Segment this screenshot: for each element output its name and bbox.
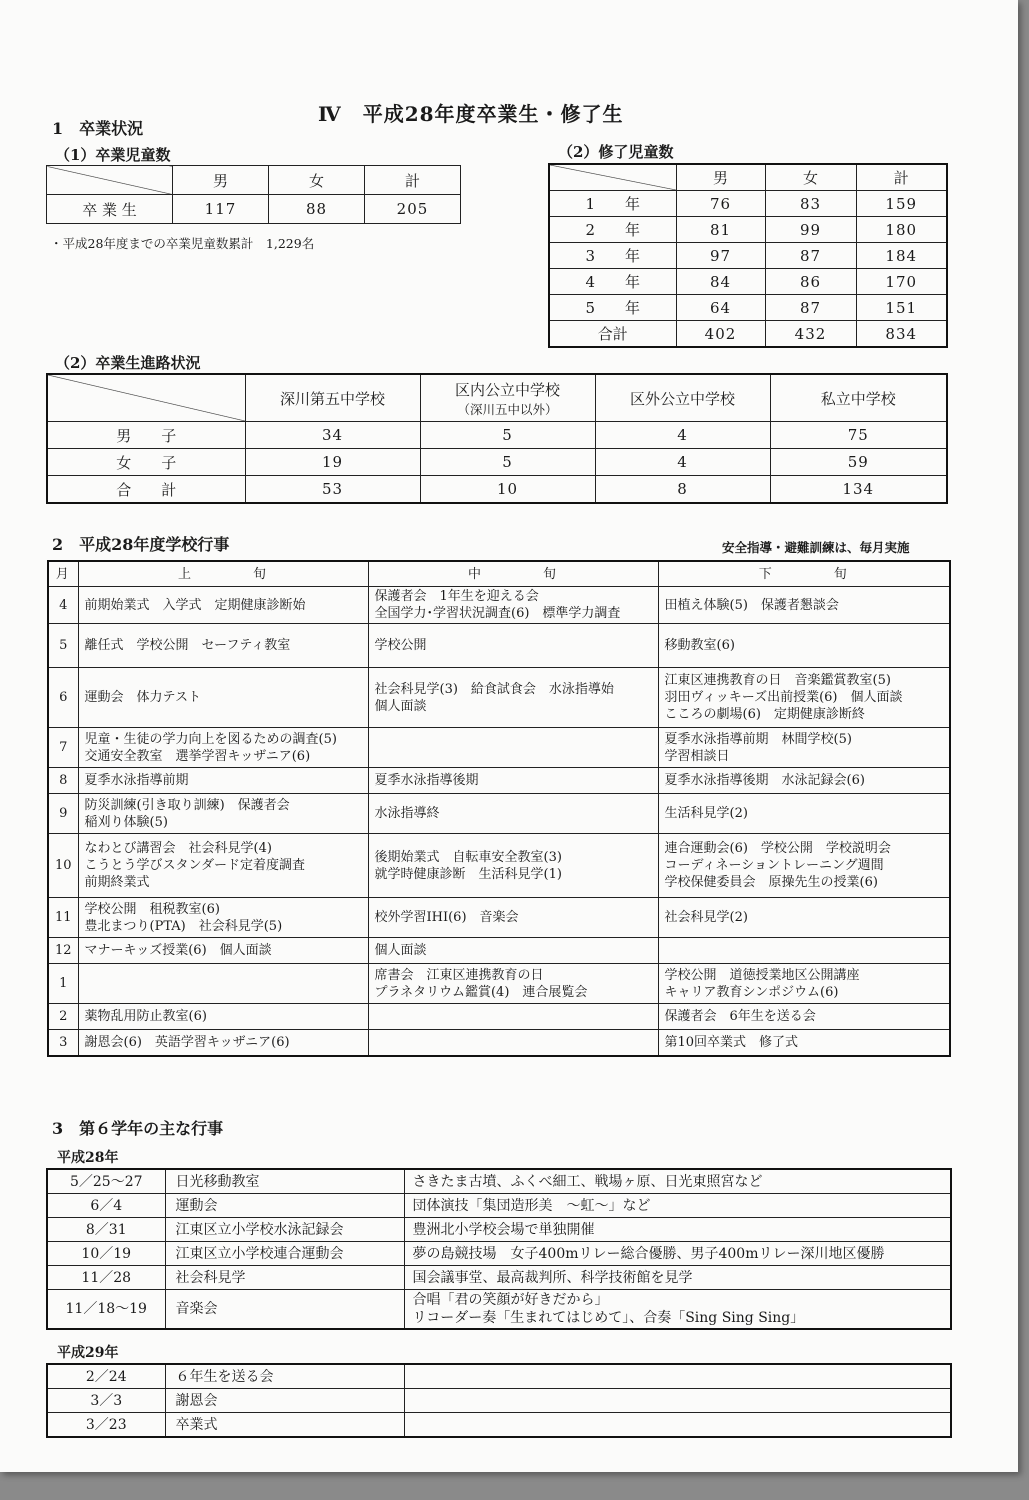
- event-date: 11／28: [47, 1266, 165, 1290]
- early-cell-line: 謝恩会(6) 英語学習キッザニア(6): [84, 1034, 290, 1050]
- early-cell-line: こうとう学びスタンダード定着度調査: [84, 858, 305, 873]
- month-cell: 12: [48, 938, 78, 964]
- table-row: [48, 938, 950, 964]
- month-cell: 10: [48, 834, 78, 898]
- table-row: [549, 164, 947, 191]
- mid-cell-line: 個人面談: [374, 698, 427, 714]
- cell-male: 97: [676, 243, 765, 269]
- event-date: 10／19: [47, 1242, 165, 1266]
- table-row: [549, 269, 947, 295]
- mid-cell-line: 保護者会 1年生を迎える会: [374, 589, 539, 604]
- table-row: [47, 1194, 951, 1218]
- cell-female: 83: [765, 191, 856, 217]
- table-row: [48, 964, 950, 1004]
- late-cell-line: キャリア教育シンポジウム(6): [664, 984, 839, 1000]
- table-cell: 75: [770, 422, 947, 449]
- table-row: [47, 1218, 951, 1242]
- graduates-heading: （1）卒業児童数: [55, 146, 171, 164]
- late-cell-line: コーディネーショントレーニング週間: [664, 858, 884, 873]
- late-cell-line: 生活科見学(2): [664, 806, 748, 821]
- late-cell-line: 移動教室(6): [664, 638, 735, 653]
- early-cell: [78, 624, 368, 668]
- header-ward-public: [420, 374, 595, 422]
- section-1-heading: 1 卒業状況: [52, 119, 144, 138]
- mid-cell: [368, 938, 658, 964]
- table-row: [47, 1364, 951, 1389]
- early-cell-line: 稲刈り体験(5): [84, 814, 168, 830]
- mid-cell: [368, 1004, 658, 1030]
- table-row: [48, 794, 950, 834]
- late-cell: [658, 728, 950, 768]
- late-cell-line: 学校公開 道徳授業地区公開講座: [664, 967, 860, 983]
- event-name: 音楽会: [165, 1290, 404, 1330]
- career-heading: （2）卒業生進路状況: [55, 354, 201, 372]
- mid-cell-line: 席書会 江東区連携教育の日: [374, 967, 544, 983]
- cell-female: 87: [765, 295, 856, 321]
- table-cell: 10: [420, 476, 595, 504]
- late-cell-line: 江東区連携教育の日 音楽鑑賞教室(5): [664, 673, 891, 688]
- late-cell-line: 羽田ヴィッキーズ出前授業(6) 個人面談: [664, 690, 903, 705]
- event-detail: [404, 1266, 951, 1290]
- table-row: [47, 1290, 951, 1330]
- mid-cell-line: 社会科見学(3) 給食試食会 水泳指導始: [374, 681, 614, 697]
- late-cell: [658, 624, 950, 668]
- early-cell: [78, 964, 368, 1004]
- event-name: 卒業式: [165, 1413, 404, 1438]
- cell-female: 86: [765, 269, 856, 295]
- mid-cell: [368, 728, 658, 768]
- early-cell: [78, 834, 368, 898]
- table-row: [48, 624, 950, 668]
- section-2-heading: 2 平成28年度学校行事: [52, 535, 230, 554]
- event-name: 運動会: [165, 1194, 404, 1218]
- early-cell-line: 交通安全教室 選挙学習キッザニア(6): [84, 748, 311, 764]
- row-label: 男 子: [47, 422, 245, 449]
- late-cell-line: 保護者会 6年生を送る会: [664, 1009, 816, 1024]
- row-label: 合 計: [47, 476, 245, 504]
- event-detail-line: 団体演技「集団造形美 ～虹～」など: [412, 1197, 651, 1214]
- event-name: 社会科見学: [165, 1266, 404, 1290]
- table-row: [47, 166, 461, 195]
- table-row: [549, 217, 947, 243]
- header-fukagawa5: 深川第五中学校: [245, 374, 420, 422]
- graduates-female: 88: [269, 195, 365, 224]
- table-row: [47, 1169, 951, 1194]
- cell-total: 151: [856, 295, 947, 321]
- table-row: [549, 321, 947, 348]
- table-row: [47, 449, 947, 476]
- event-date: 2／24: [47, 1364, 165, 1389]
- event-detail-line: 合唱「君の笑顔が好きだから」: [412, 1292, 609, 1308]
- table-row: [47, 422, 947, 449]
- mid-cell: [368, 768, 658, 794]
- mid-cell: [368, 587, 658, 624]
- events-table: [47, 560, 951, 1057]
- mid-cell-line: 就学時健康診断 生活科見学(1): [374, 866, 562, 882]
- table-cell: 5: [420, 422, 595, 449]
- event-detail: [404, 1290, 951, 1330]
- late-cell: [658, 1004, 950, 1030]
- event-name: ６年生を送る会: [165, 1364, 404, 1389]
- mid-cell: [368, 834, 658, 898]
- table-row: [47, 476, 947, 504]
- table-row: [47, 1413, 951, 1438]
- cell-male: 402: [676, 321, 765, 348]
- early-cell-line: なわとび講習会 社会科見学(4): [84, 841, 272, 856]
- event-detail: [404, 1169, 951, 1194]
- row-label: 3 年: [549, 243, 676, 269]
- section-3-heading: 3 第６学年の主な行事: [52, 1119, 224, 1138]
- table-row: [48, 587, 950, 624]
- table-cell: 4: [595, 422, 770, 449]
- row-label: 4 年: [549, 269, 676, 295]
- event-detail: [404, 1194, 951, 1218]
- early-cell-line: マナーキッズ授業(6) 個人面談: [84, 943, 272, 958]
- graduates-table: [46, 165, 461, 224]
- table-row: [549, 295, 947, 321]
- mid-cell: [368, 624, 658, 668]
- early-cell-line: 夏季水泳指導前期: [84, 773, 189, 788]
- cell-total: 180: [856, 217, 947, 243]
- early-cell-line: 児童・生徒の学力向上を図るための調査(5): [84, 731, 337, 747]
- month-cell: 11: [48, 898, 78, 938]
- table-cell: 53: [245, 476, 420, 504]
- early-cell: [78, 938, 368, 964]
- cell-female: 432: [765, 321, 856, 348]
- early-cell-line: 学校公開 租税教室(6): [84, 901, 220, 917]
- table-cell: 8: [595, 476, 770, 504]
- late-cell-line: こころの劇場(6) 定期健康診断終: [664, 707, 865, 722]
- event-detail: [404, 1364, 951, 1389]
- late-cell-line: 学校保健委員会 原操先生の授業(6): [664, 875, 878, 890]
- table-row: [48, 668, 950, 728]
- early-cell-line: 運動会 体力テスト: [84, 690, 201, 705]
- table-row: [549, 243, 947, 269]
- table-row: [48, 728, 950, 768]
- late-cell: [658, 938, 950, 964]
- table-cell: 19: [245, 449, 420, 476]
- event-detail: [404, 1413, 951, 1438]
- table-row: [47, 1266, 951, 1290]
- header-mid: 中 旬: [368, 561, 658, 587]
- table-cell: 134: [770, 476, 947, 504]
- early-cell-line: 前期始業式 入学式 定期健康診断始: [84, 597, 306, 613]
- cell-male: 84: [676, 269, 765, 295]
- table-row: [47, 1242, 951, 1266]
- row-label: 合計: [549, 321, 676, 348]
- cell-male: 64: [676, 295, 765, 321]
- late-cell: [658, 1030, 950, 1056]
- header-private: 私立中学校: [770, 374, 947, 422]
- event-detail: [404, 1389, 951, 1413]
- early-cell-line: 薬物乱用防止教室(6): [84, 1009, 207, 1024]
- table-row: [48, 561, 950, 587]
- header-total: 計: [365, 166, 461, 195]
- early-cell: [78, 587, 368, 624]
- table-cell: 5: [420, 449, 595, 476]
- month-cell: 1: [48, 964, 78, 1004]
- mid-cell-line: 後期始業式 自転車安全教室(3): [374, 849, 562, 865]
- early-cell: [78, 728, 368, 768]
- event-date: 3／3: [47, 1389, 165, 1413]
- completion-table: [548, 163, 948, 348]
- table-row: [47, 1389, 951, 1413]
- late-cell-line: 連合運動会(6) 学校公開 学校説明会: [664, 841, 891, 856]
- early-cell-line: 豊北まつり(PTA) 社会科見学(5): [84, 918, 283, 934]
- header-female: 女: [269, 166, 365, 195]
- header-early: 上 旬: [78, 561, 368, 587]
- completion-heading: （2）修了児童数: [558, 143, 674, 161]
- event-detail-line: リコーダー奏「生まれてはじめて」、合奏「Sing Sing Sing」: [412, 1310, 805, 1326]
- cell-total: 159: [856, 191, 947, 217]
- diagonal-header-cell: [47, 374, 245, 422]
- late-cell-line: 学習相談日: [664, 748, 730, 764]
- late-cell-line: 田植え体験(5) 保護者懇談会: [664, 597, 839, 613]
- event-name: 謝恩会: [165, 1389, 404, 1413]
- late-cell-line: 社会科見学(2): [664, 910, 748, 925]
- table-row: [48, 834, 950, 898]
- event-date: 6／4: [47, 1194, 165, 1218]
- late-cell-line: 第10回卒業式 修了式: [664, 1034, 799, 1050]
- event-name: 江東区立小学校連合運動会: [165, 1242, 404, 1266]
- event-detail: [404, 1242, 951, 1266]
- mid-cell: [368, 794, 658, 834]
- event-detail-line: 豊洲北小学校会場で単独開催: [412, 1221, 595, 1238]
- late-cell: [658, 964, 950, 1004]
- header-outside-public: 区外公立中学校: [595, 374, 770, 422]
- month-cell: 4: [48, 587, 78, 624]
- mid-cell-line: プラネタリウム鑑賞(4) 連合展覧会: [374, 984, 588, 1000]
- cell-female: 87: [765, 243, 856, 269]
- late-cell: [658, 768, 950, 794]
- early-cell: [78, 898, 368, 938]
- month-cell: 7: [48, 728, 78, 768]
- event-date: 3／23: [47, 1413, 165, 1438]
- late-cell: [658, 587, 950, 624]
- mid-cell: [368, 964, 658, 1004]
- mid-cell: [368, 1030, 658, 1056]
- event-date: 8／31: [47, 1218, 165, 1242]
- graduates-male: 117: [173, 195, 269, 224]
- event-name: 日光移動教室: [165, 1169, 404, 1194]
- event-name: 江東区立小学校水泳記録会: [165, 1218, 404, 1242]
- month-cell: 3: [48, 1030, 78, 1056]
- event-date: 11／18～19: [47, 1290, 165, 1330]
- table-row: [48, 768, 950, 794]
- table-cell: 4: [595, 449, 770, 476]
- event-detail-line: 国会議事堂、最高裁判所、科学技術館を見学: [412, 1269, 693, 1286]
- month-cell: 8: [48, 768, 78, 794]
- cell-male: 76: [676, 191, 765, 217]
- mid-cell-line: 校外学習IHI(6) 音楽会: [374, 910, 519, 925]
- year-label: 平成28年: [57, 1150, 119, 1166]
- header-female: 女: [765, 164, 856, 191]
- grade6-events-table: [46, 1363, 952, 1438]
- month-cell: 2: [48, 1004, 78, 1030]
- month-cell: 9: [48, 794, 78, 834]
- mid-cell-line: 夏季水泳指導後期: [374, 773, 479, 788]
- early-cell: [78, 668, 368, 728]
- row-label: 卒 業 生: [47, 195, 173, 224]
- table-row: [48, 898, 950, 938]
- event-detail-line: 夢の島競技場 女子400mリレー総合優勝、男子400mリレー深川地区優勝: [412, 1245, 885, 1262]
- header-ward-public-sub: （深川五中以外）: [457, 401, 558, 417]
- safety-note: 安全指導・避難訓練は、毎月実施: [722, 540, 910, 555]
- mid-cell-line: 個人面談: [374, 943, 427, 958]
- early-cell-line: 前期終業式: [84, 875, 150, 890]
- month-cell: 6: [48, 668, 78, 728]
- graduates-total: 205: [365, 195, 461, 224]
- early-cell-line: 防災訓練(引き取り訓練) 保護者会: [84, 797, 290, 813]
- mid-cell-line: 水泳指導終: [374, 806, 440, 821]
- career-table: [46, 373, 948, 504]
- mid-cell: [368, 668, 658, 728]
- early-cell: [78, 1030, 368, 1056]
- event-detail-line: さきたま古墳、ふくべ細工、戦場ヶ原、日光東照宮など: [412, 1173, 763, 1190]
- early-cell: [78, 1004, 368, 1030]
- late-cell-line: 夏季水泳指導前期 林間学校(5): [664, 731, 852, 747]
- diagonal-header-cell: [47, 166, 173, 195]
- page-title: Ⅳ 平成28年度卒業生・修了生: [318, 102, 624, 126]
- late-cell: [658, 794, 950, 834]
- table-row: [48, 1004, 950, 1030]
- table-row: [549, 191, 947, 217]
- mid-cell-line: 学校公開: [374, 638, 427, 653]
- table-row: [47, 374, 947, 422]
- header-male: 男: [676, 164, 765, 191]
- cell-male: 81: [676, 217, 765, 243]
- late-cell-line: 夏季水泳指導後期 水泳記録会(6): [664, 773, 865, 788]
- header-male: 男: [173, 166, 269, 195]
- graduates-note: ・平成28年度までの卒業児童数累計 1,229名: [50, 236, 315, 251]
- row-label: 女 子: [47, 449, 245, 476]
- table-cell: 59: [770, 449, 947, 476]
- mid-cell: [368, 898, 658, 938]
- month-cell: 5: [48, 624, 78, 668]
- row-label: 1 年: [549, 191, 676, 217]
- late-cell: [658, 834, 950, 898]
- cell-total: 170: [856, 269, 947, 295]
- cell-total: 184: [856, 243, 947, 269]
- late-cell: [658, 898, 950, 938]
- year-label: 平成29年: [57, 1345, 119, 1361]
- header-ward-public-main: 区内公立中学校: [454, 380, 560, 399]
- late-cell: [658, 668, 950, 728]
- cell-female: 99: [765, 217, 856, 243]
- row-label: 2 年: [549, 217, 676, 243]
- table-cell: 34: [245, 422, 420, 449]
- header-late: 下 旬: [658, 561, 950, 587]
- row-label: 5 年: [549, 295, 676, 321]
- header-month: 月: [48, 561, 78, 587]
- diagonal-header-cell: [549, 164, 676, 191]
- header-total: 計: [856, 164, 947, 191]
- table-row: [48, 1030, 950, 1056]
- early-cell-line: 離任式 学校公開 セーフティ教室: [84, 638, 291, 653]
- early-cell: [78, 768, 368, 794]
- early-cell: [78, 794, 368, 834]
- event-detail: [404, 1218, 951, 1242]
- cell-total: 834: [856, 321, 947, 348]
- event-date: 5／25～27: [47, 1169, 165, 1194]
- grade6-events-table: [46, 1168, 952, 1330]
- mid-cell-line: 全国学力･学習状況調査(6) 標準学力調査: [374, 606, 621, 621]
- table-row: [47, 195, 461, 224]
